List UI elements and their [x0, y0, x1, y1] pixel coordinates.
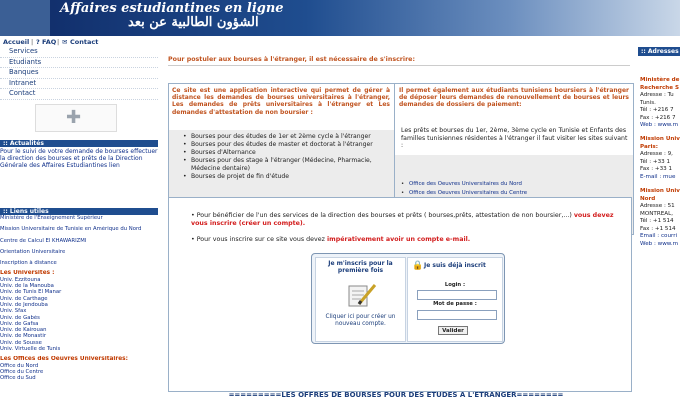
faq-link[interactable]: FAQ: [42, 38, 57, 46]
link-university[interactable]: Univ. de Monastir: [0, 333, 47, 340]
offers-heading: =========LES OFFRES DE BOURSES POUR DES ETUDES A L'ETRANGER========: [228, 391, 564, 399]
bullet-icon: •: [191, 212, 195, 219]
address-name: Recherche S: [640, 84, 680, 91]
addresses-heading: :: Adresses: [638, 47, 680, 56]
list-item: • Bourses pour des études de master et doctorat à l'étranger: [183, 141, 391, 149]
signup-pencil-icon: [343, 282, 379, 308]
link-office-centre[interactable]: • Office des Oeuvres Universitaires du Centre: [401, 189, 629, 198]
registration-instruction: [191, 212, 623, 228]
menu-item-intranet[interactable]: Intranet: [0, 79, 158, 90]
address-line: Adresse : 9,: [640, 151, 673, 157]
registration-text: Pour bénéficier de l'un des services de la direction des bourses et prêts ( bourses,prêts, attestation de non boursier,...): [196, 212, 572, 219]
link-inscription[interactable]: Inscription à distance: [0, 260, 57, 267]
scholarship-types-list: [183, 133, 391, 181]
link-university[interactable]: Univ. de Gafsa: [0, 320, 39, 327]
link-university[interactable]: Univ. de Sousse: [0, 339, 42, 346]
link-university[interactable]: Univ. de Kairouan: [0, 327, 47, 334]
nav-separator: |: [31, 38, 34, 46]
registration-warning: vous devez vous inscrire (créer un compte).: [191, 212, 614, 227]
universities-heading: Les Universités :: [0, 270, 55, 277]
nav-separator: |: [57, 38, 60, 46]
top-nav: [0, 37, 680, 47]
address-line: Tél : +1 514: [640, 218, 674, 224]
menu-item-banques[interactable]: Banques: [0, 68, 158, 79]
contact-link[interactable]: Contact: [70, 38, 99, 46]
news-link[interactable]: lien: [109, 162, 120, 169]
address-line: MONTREAL,: [640, 210, 673, 217]
address-line: Tél : +216 7: [640, 107, 674, 113]
login-panel: [311, 253, 505, 344]
address-line: Adresse : Tu: [640, 92, 674, 98]
info-left-heading: Ce site est une application interactive qui permet de gérer à distance les demandes de bourses universitaires à l'étranger, Les demandes de prêts universitaires à l'étranger et Les demandes d'attestation de non boursier :: [172, 87, 390, 116]
list-item: • Bourses pour des stage à l'étranger (Médecine, Pharmacie, Médecine dentaire): [183, 157, 391, 173]
list-item: • Bourses d'Alternance: [183, 149, 391, 157]
link-university[interactable]: Univ. Sfax: [0, 308, 27, 315]
address-name: Nord: [640, 195, 656, 202]
link-mission-amerique[interactable]: Mission Universitaire de Tunisie en Amérique du Nord: [0, 226, 142, 233]
validate-button[interactable]: Valider: [438, 326, 468, 335]
left-sidebar: [0, 47, 158, 400]
email-warning: impérativement avoir un compte e-mail.: [326, 236, 471, 243]
signup-panel[interactable]: [315, 257, 406, 342]
link-orientation[interactable]: Orientation Universitaire: [0, 248, 66, 255]
info-right-heading: Il permet également aux étudiants tunisiens boursiers à l'étranger de déposer leurs demandes de renouvellement de bourses et leurs demandes de dossiers de paiement:: [399, 87, 629, 109]
link-ministere[interactable]: Ministère de l'Enseignement Supérieur: [0, 215, 103, 221]
address-name: Mission Univ: [640, 136, 680, 142]
link-office[interactable]: Office du Centre: [0, 368, 44, 375]
news-body[interactable]: Pour le suivi de votre demande de bourses effectuer la direction des bourses et prêts de la Direction Générale des Affaires Estudiantines: [0, 148, 158, 169]
signup-link[interactable]: Cliquer ici pour créer un nouveau compte.: [325, 314, 396, 327]
address-name: Ministère de: [640, 77, 680, 83]
info-right-text: Les prêts et bourses du 1er, 2ème, 3ème cycle en Tunisie et Enfants des familles tunisiennes résidentes à l'étranger il faut visiter les sites suivant :: [401, 127, 628, 150]
address-name: Paris:: [640, 143, 658, 150]
menu-item-services[interactable]: Services: [0, 47, 158, 58]
address-email-link[interactable]: Email : courri: [640, 233, 678, 239]
email-text: Pour vous inscrire sur ce site vous devez: [196, 236, 325, 243]
intro-text: Pour postuler aux bourses à l'étranger, il est nécessaire de s'inscrire:: [168, 55, 630, 66]
email-instruction: [191, 236, 623, 244]
address-line: Fax : +216 7: [640, 114, 676, 121]
offices-heading: Les Offices des Oeuvres Universitaires:: [0, 356, 128, 363]
signin-panel: [407, 257, 503, 342]
link-university[interactable]: Univ. Virtuelle de Tunis: [0, 346, 61, 353]
signin-title: Je suis déjà inscrit: [424, 262, 486, 269]
signup-title: Je m'inscris pour la première fois: [328, 260, 393, 274]
link-office-nord[interactable]: • Office des Oeuvres Universitaires du Nord: [401, 180, 629, 189]
banner-title-ar: الشؤون الطالبية عن بعد: [128, 15, 259, 30]
registration-box: [168, 197, 632, 392]
side-menu: [0, 47, 158, 100]
login-input[interactable]: [417, 290, 497, 300]
menu-item-etudiants[interactable]: Etudiants: [0, 58, 158, 69]
link-university[interactable]: Univ. de Jendouba: [0, 301, 48, 308]
help-icon: ?: [36, 38, 40, 46]
address-email-link[interactable]: E-mail : mue: [640, 173, 676, 180]
menu-item-contact[interactable]: Contact: [0, 89, 158, 100]
password-label: Mot de passe :: [433, 301, 477, 307]
password-input[interactable]: [417, 310, 497, 320]
address-web-link[interactable]: Web : www.m: [640, 240, 679, 247]
address-line: Tél : +33 1: [640, 158, 671, 165]
login-label: Login :: [444, 282, 466, 288]
link-university[interactable]: Univ. de Gabès: [0, 314, 40, 321]
link-university[interactable]: Univ. de la Manouba: [0, 283, 54, 290]
bullet-icon: •: [191, 236, 195, 243]
plugin-placeholder: [35, 104, 117, 132]
list-item: • Bourses pour des études de 1er et 2ème cycle à l'étranger: [183, 133, 391, 141]
link-office[interactable]: Office du Nord: [0, 362, 39, 369]
right-sidebar: [638, 47, 680, 400]
link-office[interactable]: Office du Sud: [0, 375, 36, 382]
news-heading: :: Actualités: [0, 140, 158, 147]
main-content: [158, 47, 634, 400]
address-block-nord: [640, 188, 680, 248]
address-line: Tunis.: [640, 99, 656, 106]
link-university[interactable]: Univ. de Carthage: [0, 295, 48, 302]
banner-left-panel: [0, 0, 50, 36]
puzzle-icon: ✚: [66, 107, 82, 128]
address-line: Fax : +33 1: [640, 166, 673, 172]
header-banner: [0, 0, 680, 36]
mail-icon: ✉: [62, 38, 68, 46]
home-link[interactable]: Accueil: [3, 38, 30, 46]
link-university[interactable]: Univ. de Tunis El Manar: [0, 289, 62, 296]
banner-title-fr: Affaires estudiantines en ligne: [60, 1, 284, 16]
address-web-link[interactable]: Web : www.m: [640, 122, 679, 128]
useful-links-heading: :: Liens utiles: [0, 208, 158, 215]
list-item: • Bourses de projet de fin d'étude: [183, 173, 391, 181]
useful-links-list: [0, 215, 158, 382]
address-line: Adresse : 51: [640, 203, 675, 209]
link-centre-calcul[interactable]: Centre de Calcul El KHAWARIZMI: [0, 237, 87, 244]
address-block-ministry: [640, 77, 680, 130]
address-block-paris: [640, 136, 680, 181]
address-line: Fax : +1 514: [640, 225, 676, 232]
news-text: [0, 148, 158, 169]
lock-icon: 🔒: [412, 261, 424, 271]
address-name: Mission Univ: [640, 188, 680, 194]
link-university[interactable]: Univ. Ezzitouna: [0, 276, 41, 283]
